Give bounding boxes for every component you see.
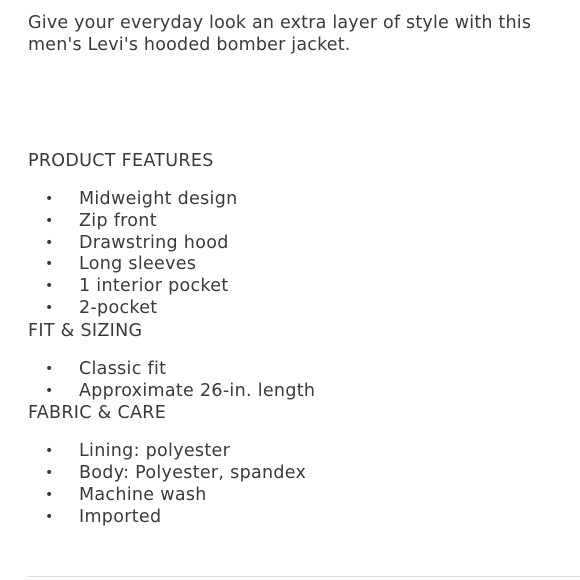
list-item-text: Midweight design — [79, 189, 238, 209]
list-item-text: Lining: polyester — [79, 441, 231, 462]
product-features-list — [28, 189, 558, 320]
section-heading-fit-sizing: FIT & SIZING — [28, 320, 143, 341]
bullet-icon: • — [45, 486, 54, 503]
bullet-icon: • — [45, 191, 54, 207]
fabric-care-list — [28, 441, 558, 528]
list-item — [28, 485, 558, 507]
list-item — [28, 233, 558, 255]
list-item — [28, 507, 558, 529]
bottom-divider — [28, 576, 580, 577]
list-item — [28, 276, 558, 298]
bullet-icon: • — [45, 299, 54, 316]
list-item-text: 1 interior pocket — [79, 276, 229, 297]
list-item-text: Drawstring hood — [79, 232, 229, 253]
fit-sizing-list — [28, 359, 558, 403]
list-item-text: Zip front — [79, 210, 157, 231]
list-item-text: Approximate 26-in. length — [79, 380, 316, 401]
list-item-text: Machine wash — [79, 484, 207, 505]
list-item — [28, 441, 558, 463]
product-description: Give your everyday look an extra layer of style with this men's Levi's hooded bomber jacket. — [28, 13, 532, 55]
list-item — [28, 211, 558, 233]
list-item — [28, 298, 558, 320]
list-item — [28, 381, 558, 403]
bullet-icon: • — [45, 508, 54, 525]
list-item-text: Body: Polyester, spandex — [79, 463, 307, 484]
section-heading-product-features: PRODUCT FEATURES — [28, 151, 214, 171]
list-item — [28, 463, 558, 485]
product-details — [28, 12, 558, 529]
list-item — [28, 359, 558, 381]
list-item-text: Classic fit — [79, 358, 167, 379]
bullet-icon: • — [45, 234, 54, 251]
bullet-icon: • — [45, 212, 54, 229]
list-item — [28, 189, 558, 211]
bullet-icon: • — [45, 465, 54, 482]
bullet-icon: • — [45, 382, 54, 399]
list-item-text: Imported — [79, 506, 162, 527]
list-item — [28, 254, 558, 276]
bullet-icon: • — [45, 278, 54, 295]
list-item-text: 2-pocket — [79, 297, 158, 318]
bullet-icon: • — [45, 443, 54, 460]
bullet-icon: • — [45, 256, 54, 273]
bullet-icon: • — [45, 360, 54, 377]
list-item-text: Long sleeves — [79, 254, 197, 275]
section-heading-fabric-care: FABRIC & CARE — [28, 403, 167, 424]
